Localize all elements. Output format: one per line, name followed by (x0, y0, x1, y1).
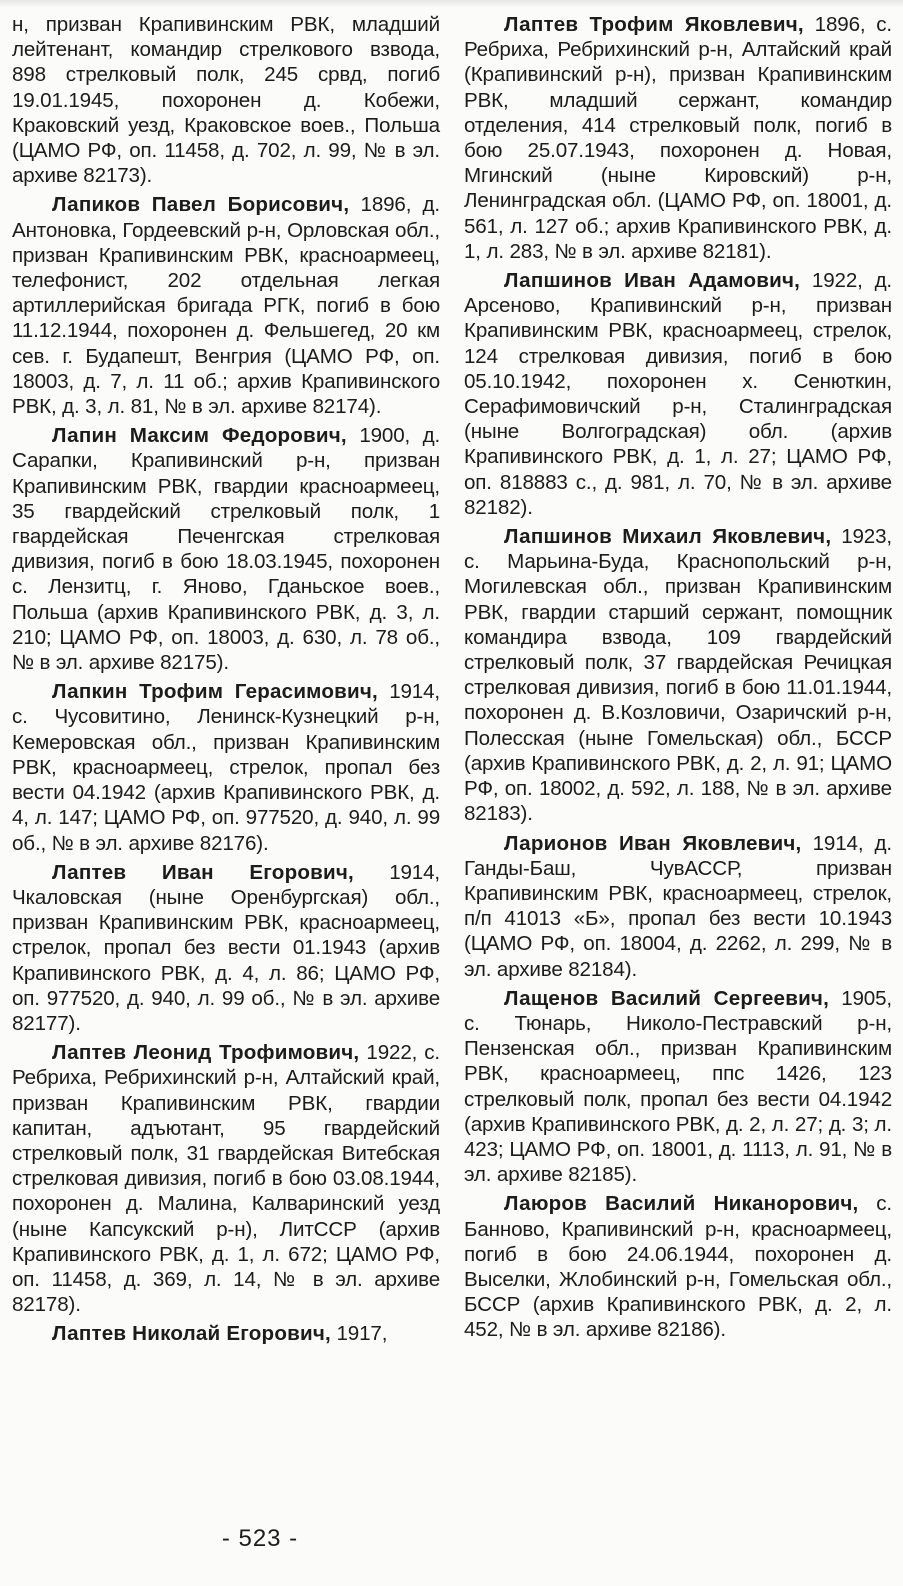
entry-text: 1896, д. Антоновка, Гордеевский р-н, Орловская обл., призван Крапивинским РВК, красноармеец, телефонист, 202 отдельная легкая артиллерийская бригада РГК, погиб в бою 11.12.1944, похоронен д. Фельшегед, 20 км сев. г. Будапешт, Венгрия (ЦАМО РФ, оп. 18003, д. 7, л. 11 об.; архив Крапивинского РВК, д. 3, л. 81, № в эл. архиве 82174). (12, 193, 440, 419)
entry-name: Лаптев Николай Егорович, (52, 1322, 331, 1346)
entry-laptev-leonid (12, 1040, 440, 1317)
right-column (464, 12, 892, 1347)
entry-name: Ларионов Иван Яковлевич, (504, 831, 802, 855)
entry-laptev-trofim (464, 12, 892, 264)
entry-text: 1922, с. Ребриха, Ребрихинский р-н, Алтайский край, призван Крапивинским РВК, гвардии капитан, адъютант, 95 гвардейский стрелковый полк, 31 гвардейская Витебская стрелковая дивизия, погиб в бою 03.08.1944, похоронен д. Малина, Калваринский уезд (ныне Капсукский р-н), ЛитССР (архив Крапивинского РВК, д. 1, л. 672; ЦАМО РФ, оп. 11458, д. 369, л. 14, № в эл. архиве 82178). (12, 1041, 441, 1317)
cropped-top-edge (0, 0, 903, 8)
entry-name: Лащенов Василий Сергеевич, (504, 986, 830, 1010)
entry-name: Лаптев Леонид Трофимович, (52, 1041, 360, 1065)
continued-entry-text: н, призван Крапивинским РВК, младший лейтенант, командир стрелкового взвода, 898 стрелковый полк, 245 срвд, погиб 19.01.1945, похоронен д. Кобежи, Краковский уезд, Краковское воев., Польша (ЦАМО РФ, оп. 11458, д. 702, л. 99, № в эл. архиве 82173). (12, 13, 440, 188)
entry-text: 1917, (336, 1322, 388, 1346)
entry-name: Лаптев Трофим Яковлевич, (504, 13, 804, 36)
entry-text: 1914, Чкаловская (ныне Оренбургская) обл., призван Крапивинским РВК, красноармеец, стрелок, пропал без вести 01.1943 (архив Крапивинского РВК, д. 4, л. 86; ЦАМО РФ, оп. 977520, д. 940, л. 99 об., № в эл. архиве 82177). (12, 860, 440, 1035)
entry-lapkin (12, 679, 440, 855)
entry-laptev-ivan (12, 860, 440, 1036)
entry-name: Лапин Максим Федорович, (52, 424, 347, 448)
entry-lapshinov-ivan (464, 268, 892, 520)
entry-text: 1914, д. Ганды-Баш, ЧувАССР, призван Крапивинским РВК, красноармеец, стрелок, п/п 41013 «Б», пропал без вести 10.1943 (ЦАМО РФ, оп. 18004, д. 2262, л. 299, № в эл. архиве 82184). (464, 831, 892, 981)
entry-name: Лапиков Павел Борисович, (52, 193, 350, 217)
entry-lashchenov (464, 986, 892, 1188)
entry-layurov (464, 1191, 892, 1342)
entry-name: Лапкин Трофим Герасимович, (52, 680, 378, 704)
entry-text: 1900, д. Сарапки, Крапивинский р-н, призван Крапивинским РВК, гвардии красноармеец, 35 гвардейский стрелковый полк, 1 гвардейская Печенгская стрелковая дивизия, погиб в бою 18.03.1945, похоронен с. Лензитц, г. Яново, Гданьское воев., Польша (архив Крапивинского РВК, д. 3, л. 210; ЦАМО РФ, оп. 18003, д. 630, л. 78 об., № в эл. архиве 82175). (12, 424, 441, 675)
entry-text: 1914, с. Чусовитино, Ленинск-Кузнецкий р-н, Кемеровская обл., призван Крапивинским РВК, красноармеец, стрелок, пропал без вести 04.1942 (архив Крапивинского РВК, д. 4, л. 147; ЦАМО РФ, оп. 977520, д. 940, л. 99 об., № в эл. архиве 82176). (12, 680, 440, 855)
entry-text: 1905, с. Тюнарь, Николо-Пестравский р-н, Пензенская обл., призван Крапивинским РВК, красноармеец, ппс 1426, 123 стрелковый полк, пропал без вести 04.1942 (архив Крапивинского РВК, д. 2, л. 27; д. 3; л. 423; ЦАМО РФ, оп. 18001, д. 1113, л. 91, № в эл. архиве 82185). (464, 986, 892, 1187)
entry-lapikov (12, 192, 440, 419)
entry-text: 1923, с. Марьина-Буда, Краснопольский р-н, Могилевская обл., призван Крапивинским РВК, гвардии старший сержант, помощник командира взвода, 109 гвардейский стрелковый полк, 37 гвардейская Речицкая стрелковая дивизия, погиб в бою 11.01.1944, похоронен д. В.Козловичи, Озаричский р-н, Полесская (ныне Гомельская) обл., БССР (архив Крапивинского РВК, д. 2, л. 91; ЦАМО РФ, оп. 18002, д. 592, л. 188, № в эл. архиве 82183). (464, 525, 892, 826)
entry-name: Лаюров Василий Никанорович, (504, 1192, 859, 1216)
entry-text: 1896, с. Ребриха, Ребрихинский р-н, Алтайский край (Крапивинский р-н), призван Крапивинским РВК, младший сержант, командир отделения, 414 стрелковый полк, погиб в бою 25.07.1943, похоронен д. Новая, Мгинский (ныне Кировский) р-н, Ленинградская обл. (ЦАМО РФ, оп. 18001, д. 561, л. 127 об.; архив Крапивинского РВК, д. 1, л. 283, № в эл. архиве 82181). (464, 13, 893, 263)
entry-name: Лапшинов Михаил Яковлевич, (504, 525, 832, 549)
entry-name: Лаптев Иван Егорович, (52, 860, 354, 884)
page-number: - 523 - (221, 1525, 299, 1552)
entry-name: Лапшинов Иван Адамович, (504, 269, 801, 293)
left-column (12, 12, 440, 1351)
entry-text: с. Банново, Крапивинский р-н, красноармеец, погиб в бою 24.06.1944, похоронен д. Выселки, Жлобинский р-н, Гомельская обл., БССР (архив Крапивинского РВК, д. 2, л. 452, № в эл. архиве 82186). (464, 1192, 892, 1342)
entry-larionov (464, 831, 892, 982)
entry-lapshinov-mikhail (464, 524, 892, 826)
entry-text: 1922, д. Арсеново, Крапивинский р-н, призван Крапивинским РВК, красноармеец, стрелок, 124 стрелковая дивизия, погиб в бою 05.10.1942, похоронен х. Сенюткин, Серафимовичский р-н, Сталинградская (ныне Волгоградская) обл. (архив Крапивинского РВК, д. 1, л. 27; ЦАМО РФ, оп. 818883 с., д. 981, л. 70, № в эл. архиве 82182). (464, 269, 893, 519)
entry-laptev-nikolai (12, 1321, 440, 1346)
entry-lapin (12, 423, 440, 675)
